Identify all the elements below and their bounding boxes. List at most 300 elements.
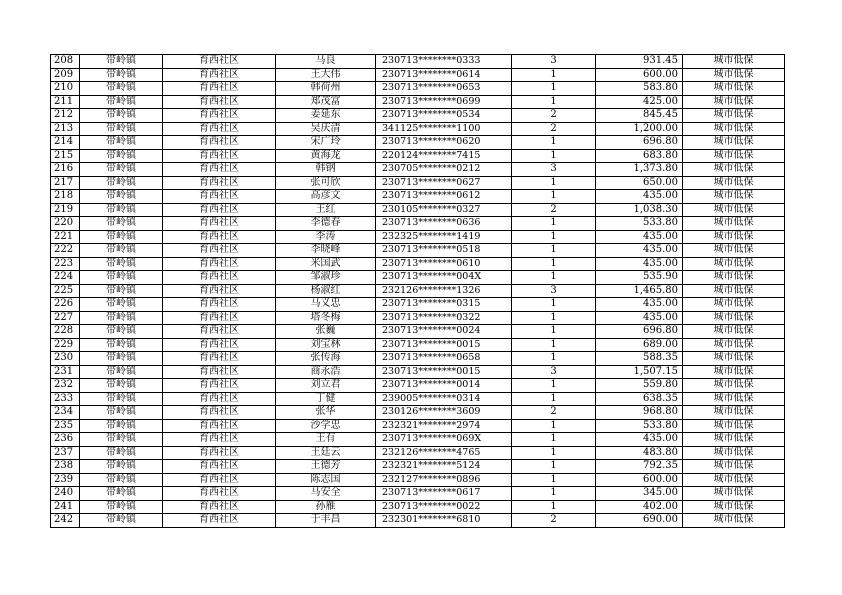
amount-cell: 845.45 bbox=[596, 109, 683, 123]
id-number-cell: 230713********0518 bbox=[376, 244, 512, 258]
amount-cell: 483.80 bbox=[596, 446, 683, 460]
amount-cell: 425.00 bbox=[596, 95, 683, 109]
name-cell: 孙雁 bbox=[276, 500, 376, 514]
household-count-cell: 1 bbox=[512, 473, 596, 487]
table-row bbox=[51, 109, 785, 123]
row-number: 217 bbox=[51, 176, 80, 190]
community-cell: 育西社区 bbox=[163, 460, 276, 474]
row-number: 231 bbox=[51, 365, 80, 379]
household-count-cell: 1 bbox=[512, 176, 596, 190]
amount-cell: 435.00 bbox=[596, 257, 683, 271]
community-cell: 育西社区 bbox=[163, 406, 276, 420]
town-cell: 带岭镇 bbox=[80, 190, 163, 204]
row-number: 232 bbox=[51, 379, 80, 393]
name-cell: 王有 bbox=[276, 433, 376, 447]
name-cell: 丁健 bbox=[276, 392, 376, 406]
community-cell: 育西社区 bbox=[163, 271, 276, 285]
household-count-cell: 1 bbox=[512, 325, 596, 339]
amount-cell: 1,465.80 bbox=[596, 284, 683, 298]
community-cell: 育西社区 bbox=[163, 244, 276, 258]
assistance-type-cell: 城市低保 bbox=[683, 298, 785, 312]
amount-cell: 435.00 bbox=[596, 298, 683, 312]
id-number-cell: 232321********2974 bbox=[376, 419, 512, 433]
amount-cell: 968.80 bbox=[596, 406, 683, 420]
name-cell: 韩钢 bbox=[276, 163, 376, 177]
name-cell: 塔冬梅 bbox=[276, 311, 376, 325]
community-cell: 育西社区 bbox=[163, 298, 276, 312]
household-count-cell: 1 bbox=[512, 257, 596, 271]
amount-cell: 435.00 bbox=[596, 433, 683, 447]
name-cell: 张传海 bbox=[276, 352, 376, 366]
id-number-cell: 230713********0024 bbox=[376, 325, 512, 339]
row-number: 215 bbox=[51, 149, 80, 163]
table-row bbox=[51, 446, 785, 460]
assistance-type-cell: 城市低保 bbox=[683, 176, 785, 190]
assistance-type-cell: 城市低保 bbox=[683, 136, 785, 150]
table-row bbox=[51, 95, 785, 109]
row-number: 208 bbox=[51, 55, 80, 69]
name-cell: 邹淑珍 bbox=[276, 271, 376, 285]
town-cell: 带岭镇 bbox=[80, 419, 163, 433]
household-count-cell: 1 bbox=[512, 500, 596, 514]
amount-cell: 533.80 bbox=[596, 217, 683, 231]
row-number: 240 bbox=[51, 487, 80, 501]
town-cell: 带岭镇 bbox=[80, 55, 163, 69]
town-cell: 带岭镇 bbox=[80, 122, 163, 136]
household-count-cell: 1 bbox=[512, 298, 596, 312]
row-number: 233 bbox=[51, 392, 80, 406]
id-number-cell: 230713********0014 bbox=[376, 379, 512, 393]
assistance-type-cell: 城市低保 bbox=[683, 352, 785, 366]
table-row bbox=[51, 122, 785, 136]
name-cell: 马义忠 bbox=[276, 298, 376, 312]
table-row bbox=[51, 365, 785, 379]
amount-cell: 696.80 bbox=[596, 325, 683, 339]
community-cell: 育西社区 bbox=[163, 109, 276, 123]
amount-cell: 583.80 bbox=[596, 82, 683, 96]
amount-cell: 559.80 bbox=[596, 379, 683, 393]
row-number: 221 bbox=[51, 230, 80, 244]
name-cell: 沙学忠 bbox=[276, 419, 376, 433]
id-number-cell: 230713********0620 bbox=[376, 136, 512, 150]
table-row bbox=[51, 230, 785, 244]
name-cell: 陈志国 bbox=[276, 473, 376, 487]
amount-cell: 683.80 bbox=[596, 149, 683, 163]
table-row bbox=[51, 473, 785, 487]
assistance-type-cell: 城市低保 bbox=[683, 82, 785, 96]
assistance-type-cell: 城市低保 bbox=[683, 338, 785, 352]
assistance-type-cell: 城市低保 bbox=[683, 473, 785, 487]
id-number-cell: 230713********0636 bbox=[376, 217, 512, 231]
assistance-type-cell: 城市低保 bbox=[683, 149, 785, 163]
id-number-cell: 341125********1100 bbox=[376, 122, 512, 136]
assistance-type-cell: 城市低保 bbox=[683, 365, 785, 379]
amount-cell: 1,373.80 bbox=[596, 163, 683, 177]
community-cell: 育西社区 bbox=[163, 433, 276, 447]
id-number-cell: 220124********7415 bbox=[376, 149, 512, 163]
household-count-cell: 1 bbox=[512, 68, 596, 82]
name-cell: 吴庆清 bbox=[276, 122, 376, 136]
amount-cell: 345.00 bbox=[596, 487, 683, 501]
town-cell: 带岭镇 bbox=[80, 68, 163, 82]
household-count-cell: 1 bbox=[512, 230, 596, 244]
household-count-cell: 1 bbox=[512, 419, 596, 433]
community-cell: 育西社区 bbox=[163, 95, 276, 109]
name-cell: 宋广玲 bbox=[276, 136, 376, 150]
household-count-cell: 3 bbox=[512, 163, 596, 177]
table-row bbox=[51, 271, 785, 285]
community-cell: 育西社区 bbox=[163, 284, 276, 298]
table-row bbox=[51, 82, 785, 96]
amount-cell: 1,200.00 bbox=[596, 122, 683, 136]
assistance-type-cell: 城市低保 bbox=[683, 55, 785, 69]
id-number-cell: 230713********0015 bbox=[376, 365, 512, 379]
row-number: 241 bbox=[51, 500, 80, 514]
community-cell: 育西社区 bbox=[163, 257, 276, 271]
id-number-cell: 232325********1419 bbox=[376, 230, 512, 244]
household-count-cell: 1 bbox=[512, 311, 596, 325]
amount-cell: 690.00 bbox=[596, 514, 683, 528]
id-number-cell: 230713********0627 bbox=[376, 176, 512, 190]
assistance-type-cell: 城市低保 bbox=[683, 325, 785, 339]
table-row bbox=[51, 55, 785, 69]
row-number: 214 bbox=[51, 136, 80, 150]
assistance-type-cell: 城市低保 bbox=[683, 217, 785, 231]
table-row bbox=[51, 379, 785, 393]
household-count-cell: 1 bbox=[512, 352, 596, 366]
row-number: 238 bbox=[51, 460, 80, 474]
row-number: 222 bbox=[51, 244, 80, 258]
assistance-type-cell: 城市低保 bbox=[683, 446, 785, 460]
row-number: 229 bbox=[51, 338, 80, 352]
id-number-cell: 230713********0612 bbox=[376, 190, 512, 204]
community-cell: 育西社区 bbox=[163, 176, 276, 190]
town-cell: 带岭镇 bbox=[80, 406, 163, 420]
row-number: 216 bbox=[51, 163, 80, 177]
name-cell: 张可欣 bbox=[276, 176, 376, 190]
id-number-cell: 232127********0896 bbox=[376, 473, 512, 487]
town-cell: 带岭镇 bbox=[80, 446, 163, 460]
row-number: 242 bbox=[51, 514, 80, 528]
community-cell: 育西社区 bbox=[163, 217, 276, 231]
name-cell: 马良 bbox=[276, 55, 376, 69]
household-count-cell: 1 bbox=[512, 460, 596, 474]
amount-cell: 402.00 bbox=[596, 500, 683, 514]
table-row bbox=[51, 352, 785, 366]
name-cell: 韩荷州 bbox=[276, 82, 376, 96]
town-cell: 带岭镇 bbox=[80, 379, 163, 393]
town-cell: 带岭镇 bbox=[80, 514, 163, 528]
assistance-type-cell: 城市低保 bbox=[683, 500, 785, 514]
table-row bbox=[51, 392, 785, 406]
town-cell: 带岭镇 bbox=[80, 163, 163, 177]
town-cell: 带岭镇 bbox=[80, 473, 163, 487]
household-count-cell: 3 bbox=[512, 284, 596, 298]
id-number-cell: 232126********1326 bbox=[376, 284, 512, 298]
row-number: 212 bbox=[51, 109, 80, 123]
household-count-cell: 1 bbox=[512, 338, 596, 352]
town-cell: 带岭镇 bbox=[80, 311, 163, 325]
assistance-type-cell: 城市低保 bbox=[683, 284, 785, 298]
assistance-type-cell: 城市低保 bbox=[683, 392, 785, 406]
table-row bbox=[51, 176, 785, 190]
table-row bbox=[51, 298, 785, 312]
household-count-cell: 3 bbox=[512, 55, 596, 69]
table-row bbox=[51, 338, 785, 352]
assistance-type-cell: 城市低保 bbox=[683, 406, 785, 420]
amount-cell: 689.00 bbox=[596, 338, 683, 352]
id-number-cell: 230126********3609 bbox=[376, 406, 512, 420]
name-cell: 李晓峰 bbox=[276, 244, 376, 258]
id-number-cell: 230713********0653 bbox=[376, 82, 512, 96]
table-row bbox=[51, 68, 785, 82]
community-cell: 育西社区 bbox=[163, 230, 276, 244]
community-cell: 育西社区 bbox=[163, 136, 276, 150]
name-cell: 米国武 bbox=[276, 257, 376, 271]
amount-cell: 435.00 bbox=[596, 230, 683, 244]
table-row bbox=[51, 149, 785, 163]
town-cell: 带岭镇 bbox=[80, 392, 163, 406]
row-number: 224 bbox=[51, 271, 80, 285]
id-number-cell: 232126********4765 bbox=[376, 446, 512, 460]
table-row bbox=[51, 406, 785, 420]
name-cell: 姜延东 bbox=[276, 109, 376, 123]
row-number: 234 bbox=[51, 406, 80, 420]
household-count-cell: 1 bbox=[512, 271, 596, 285]
amount-cell: 650.00 bbox=[596, 176, 683, 190]
amount-cell: 931.45 bbox=[596, 55, 683, 69]
town-cell: 带岭镇 bbox=[80, 352, 163, 366]
assistance-type-cell: 城市低保 bbox=[683, 487, 785, 501]
row-number: 227 bbox=[51, 311, 80, 325]
household-count-cell: 2 bbox=[512, 514, 596, 528]
row-number: 236 bbox=[51, 433, 80, 447]
assistance-type-cell: 城市低保 bbox=[683, 230, 785, 244]
community-cell: 育西社区 bbox=[163, 419, 276, 433]
amount-cell: 1,507.15 bbox=[596, 365, 683, 379]
name-cell: 高彦文 bbox=[276, 190, 376, 204]
amount-cell: 638.35 bbox=[596, 392, 683, 406]
assistance-type-cell: 城市低保 bbox=[683, 379, 785, 393]
community-cell: 育西社区 bbox=[163, 203, 276, 217]
id-number-cell: 232321********5124 bbox=[376, 460, 512, 474]
row-number: 210 bbox=[51, 82, 80, 96]
town-cell: 带岭镇 bbox=[80, 257, 163, 271]
name-cell: 王红 bbox=[276, 203, 376, 217]
assistance-type-cell: 城市低保 bbox=[683, 122, 785, 136]
amount-cell: 600.00 bbox=[596, 473, 683, 487]
assistance-type-cell: 城市低保 bbox=[683, 271, 785, 285]
town-cell: 带岭镇 bbox=[80, 217, 163, 231]
id-number-cell: 230713********0315 bbox=[376, 298, 512, 312]
table-row bbox=[51, 500, 785, 514]
community-cell: 育西社区 bbox=[163, 487, 276, 501]
town-cell: 带岭镇 bbox=[80, 298, 163, 312]
household-count-cell: 1 bbox=[512, 487, 596, 501]
name-cell: 王廷云 bbox=[276, 446, 376, 460]
household-count-cell: 1 bbox=[512, 217, 596, 231]
town-cell: 带岭镇 bbox=[80, 244, 163, 258]
amount-cell: 435.00 bbox=[596, 244, 683, 258]
id-number-cell: 230713********0022 bbox=[376, 500, 512, 514]
town-cell: 带岭镇 bbox=[80, 284, 163, 298]
id-number-cell: 232301********6810 bbox=[376, 514, 512, 528]
assistance-type-cell: 城市低保 bbox=[683, 514, 785, 528]
assistance-type-cell: 城市低保 bbox=[683, 257, 785, 271]
household-count-cell: 1 bbox=[512, 244, 596, 258]
amount-cell: 696.80 bbox=[596, 136, 683, 150]
community-cell: 育西社区 bbox=[163, 311, 276, 325]
household-count-cell: 2 bbox=[512, 203, 596, 217]
assistance-type-cell: 城市低保 bbox=[683, 244, 785, 258]
amount-cell: 535.90 bbox=[596, 271, 683, 285]
household-count-cell: 2 bbox=[512, 122, 596, 136]
community-cell: 育西社区 bbox=[163, 55, 276, 69]
name-cell: 张华 bbox=[276, 406, 376, 420]
id-number-cell: 230713********0658 bbox=[376, 352, 512, 366]
name-cell: 刘立君 bbox=[276, 379, 376, 393]
town-cell: 带岭镇 bbox=[80, 149, 163, 163]
town-cell: 带岭镇 bbox=[80, 271, 163, 285]
household-count-cell: 2 bbox=[512, 406, 596, 420]
community-cell: 育西社区 bbox=[163, 338, 276, 352]
id-number-cell: 239005********0314 bbox=[376, 392, 512, 406]
community-cell: 育西社区 bbox=[163, 149, 276, 163]
household-count-cell: 1 bbox=[512, 95, 596, 109]
amount-cell: 533.80 bbox=[596, 419, 683, 433]
town-cell: 带岭镇 bbox=[80, 500, 163, 514]
town-cell: 带岭镇 bbox=[80, 82, 163, 96]
community-cell: 育西社区 bbox=[163, 163, 276, 177]
table-row bbox=[51, 217, 785, 231]
table-row bbox=[51, 244, 785, 258]
amount-cell: 792.35 bbox=[596, 460, 683, 474]
town-cell: 带岭镇 bbox=[80, 325, 163, 339]
name-cell: 马安全 bbox=[276, 487, 376, 501]
row-number: 211 bbox=[51, 95, 80, 109]
community-cell: 育西社区 bbox=[163, 365, 276, 379]
id-number-cell: 230713********0015 bbox=[376, 338, 512, 352]
community-cell: 育西社区 bbox=[163, 473, 276, 487]
row-number: 220 bbox=[51, 217, 80, 231]
town-cell: 带岭镇 bbox=[80, 338, 163, 352]
name-cell: 杨淑红 bbox=[276, 284, 376, 298]
town-cell: 带岭镇 bbox=[80, 365, 163, 379]
table-row bbox=[51, 419, 785, 433]
community-cell: 育西社区 bbox=[163, 122, 276, 136]
amount-cell: 435.00 bbox=[596, 190, 683, 204]
id-number-cell: 230713********0534 bbox=[376, 109, 512, 123]
data-table bbox=[50, 54, 785, 528]
table-row bbox=[51, 163, 785, 177]
row-number: 239 bbox=[51, 473, 80, 487]
name-cell: 于丰昌 bbox=[276, 514, 376, 528]
household-count-cell: 2 bbox=[512, 109, 596, 123]
row-number: 225 bbox=[51, 284, 80, 298]
household-count-cell: 1 bbox=[512, 149, 596, 163]
town-cell: 带岭镇 bbox=[80, 95, 163, 109]
id-number-cell: 230713********0617 bbox=[376, 487, 512, 501]
community-cell: 育西社区 bbox=[163, 325, 276, 339]
row-number: 228 bbox=[51, 325, 80, 339]
town-cell: 带岭镇 bbox=[80, 433, 163, 447]
household-count-cell: 1 bbox=[512, 392, 596, 406]
community-cell: 育西社区 bbox=[163, 446, 276, 460]
table-body bbox=[51, 55, 785, 528]
household-count-cell: 1 bbox=[512, 190, 596, 204]
assistance-type-cell: 城市低保 bbox=[683, 433, 785, 447]
table-row bbox=[51, 203, 785, 217]
amount-cell: 588.35 bbox=[596, 352, 683, 366]
name-cell: 李德春 bbox=[276, 217, 376, 231]
id-number-cell: 230713********069X bbox=[376, 433, 512, 447]
table-row bbox=[51, 433, 785, 447]
assistance-type-cell: 城市低保 bbox=[683, 203, 785, 217]
assistance-type-cell: 城市低保 bbox=[683, 460, 785, 474]
table-row bbox=[51, 325, 785, 339]
household-count-cell: 3 bbox=[512, 365, 596, 379]
community-cell: 育西社区 bbox=[163, 190, 276, 204]
name-cell: 黄海龙 bbox=[276, 149, 376, 163]
name-cell: 郑茂富 bbox=[276, 95, 376, 109]
assistance-type-cell: 城市低保 bbox=[683, 109, 785, 123]
assistance-type-cell: 城市低保 bbox=[683, 95, 785, 109]
row-number: 226 bbox=[51, 298, 80, 312]
table-row bbox=[51, 284, 785, 298]
table-row bbox=[51, 460, 785, 474]
assistance-type-cell: 城市低保 bbox=[683, 190, 785, 204]
town-cell: 带岭镇 bbox=[80, 109, 163, 123]
community-cell: 育西社区 bbox=[163, 392, 276, 406]
amount-cell: 600.00 bbox=[596, 68, 683, 82]
community-cell: 育西社区 bbox=[163, 514, 276, 528]
town-cell: 带岭镇 bbox=[80, 460, 163, 474]
assistance-type-cell: 城市低保 bbox=[683, 163, 785, 177]
name-cell: 李涛 bbox=[276, 230, 376, 244]
table-row bbox=[51, 487, 785, 501]
community-cell: 育西社区 bbox=[163, 82, 276, 96]
row-number: 237 bbox=[51, 446, 80, 460]
row-number: 219 bbox=[51, 203, 80, 217]
table-row bbox=[51, 514, 785, 528]
household-count-cell: 1 bbox=[512, 82, 596, 96]
table-row bbox=[51, 311, 785, 325]
name-cell: 王大伟 bbox=[276, 68, 376, 82]
table-row bbox=[51, 190, 785, 204]
town-cell: 带岭镇 bbox=[80, 176, 163, 190]
id-number-cell: 230713********0699 bbox=[376, 95, 512, 109]
id-number-cell: 230713********004X bbox=[376, 271, 512, 285]
community-cell: 育西社区 bbox=[163, 68, 276, 82]
community-cell: 育西社区 bbox=[163, 352, 276, 366]
name-cell: 刘宝林 bbox=[276, 338, 376, 352]
name-cell: 王德芳 bbox=[276, 460, 376, 474]
id-number-cell: 230713********0610 bbox=[376, 257, 512, 271]
row-number: 218 bbox=[51, 190, 80, 204]
id-number-cell: 230713********0614 bbox=[376, 68, 512, 82]
row-number: 209 bbox=[51, 68, 80, 82]
id-number-cell: 230713********0322 bbox=[376, 311, 512, 325]
household-count-cell: 1 bbox=[512, 446, 596, 460]
town-cell: 带岭镇 bbox=[80, 203, 163, 217]
id-number-cell: 230105********0327 bbox=[376, 203, 512, 217]
row-number: 230 bbox=[51, 352, 80, 366]
amount-cell: 435.00 bbox=[596, 311, 683, 325]
household-count-cell: 1 bbox=[512, 433, 596, 447]
household-count-cell: 1 bbox=[512, 136, 596, 150]
name-cell: 商永浩 bbox=[276, 365, 376, 379]
community-cell: 育西社区 bbox=[163, 379, 276, 393]
